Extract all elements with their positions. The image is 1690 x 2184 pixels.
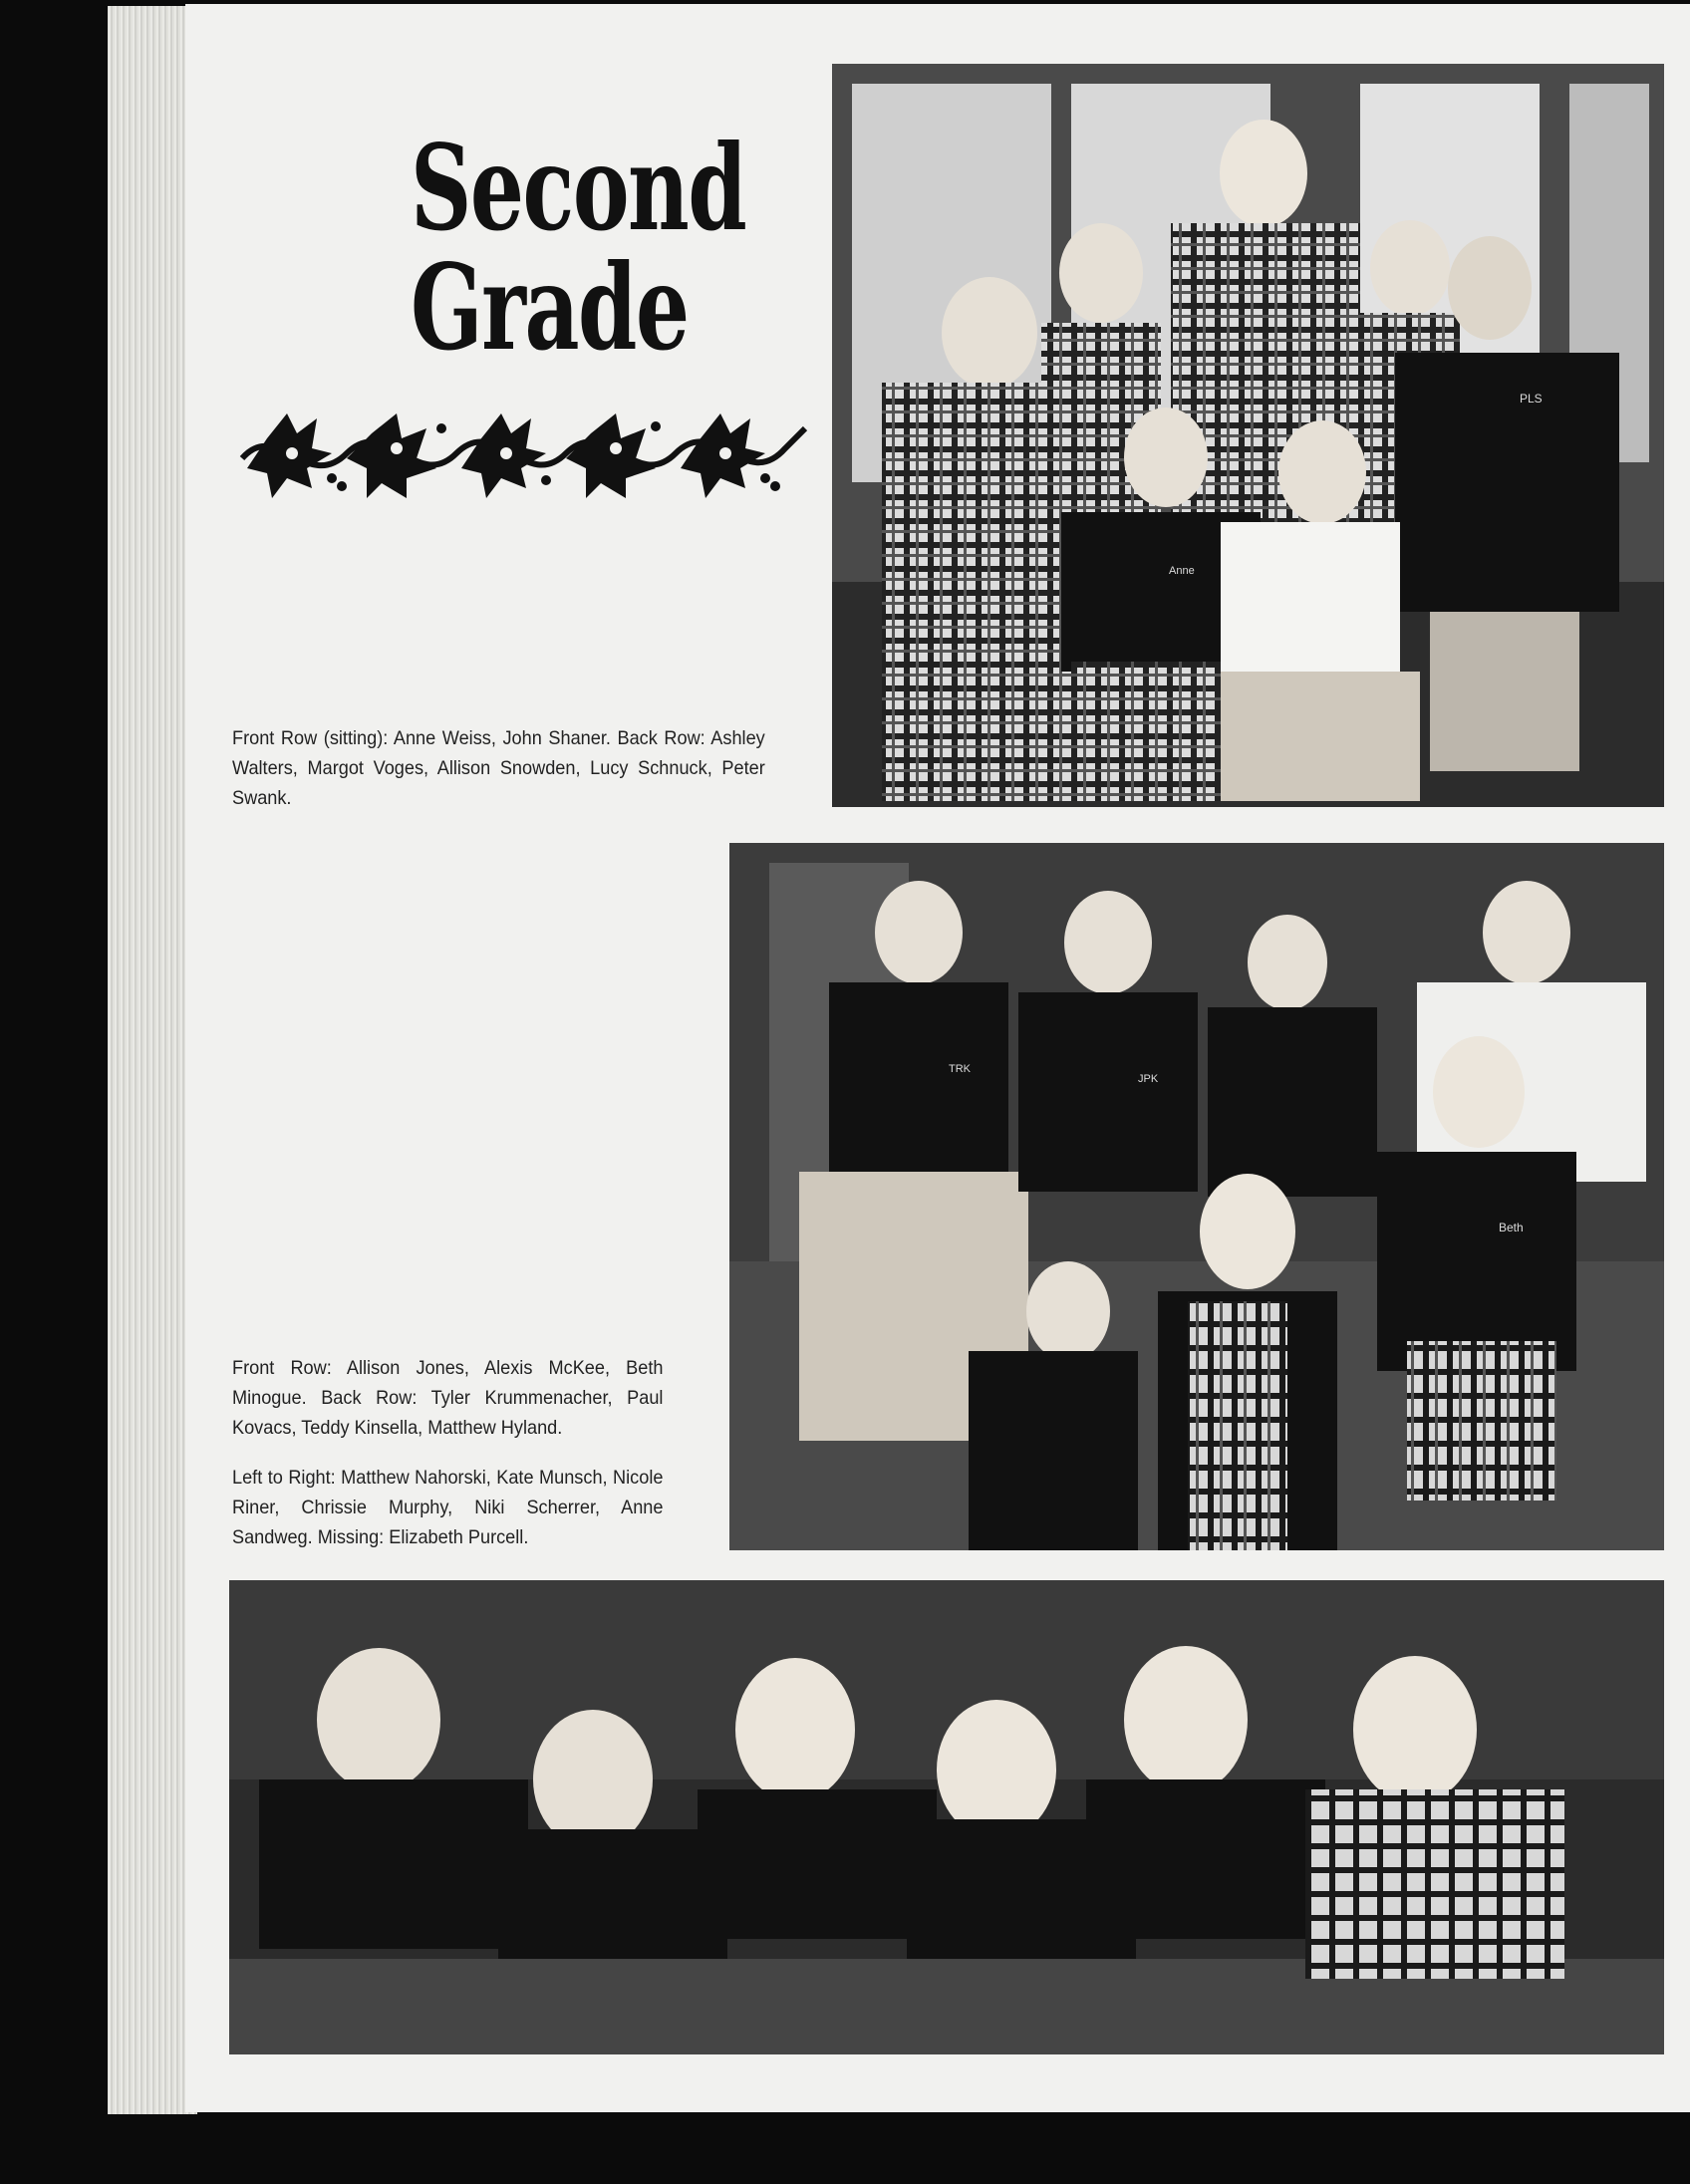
ivy-ornament-icon	[237, 399, 810, 508]
photo-1-caption: Front Row (sitting): Anne Weiss, John Shaner. Back Row: Ashley Walters, Margot Voges, Allison Snowden, Lucy Schnuck, Peter Swank.	[232, 727, 765, 809]
sweater-initials-3: TRK	[949, 1063, 971, 1075]
page-title-line2: Grade	[411, 238, 689, 377]
book-page-edges	[108, 6, 197, 2114]
photo-3-caption: Left to Right: Matthew Nahorski, Kate Munsch, Nicole Riner, Chrissie Murphy, Niki Scherrer, Anne Sandweg. Missing: Elizabeth Purcell.	[232, 1467, 664, 1548]
sweater-initials-5: Beth	[1499, 1221, 1524, 1234]
sweater-initials-2: Anne	[1169, 565, 1195, 577]
class-photo-3	[229, 1580, 1664, 2054]
class-photo-2	[729, 843, 1664, 1550]
photo-2-caption: Front Row: Allison Jones, Alexis McKee, Beth Minogue. Back Row: Tyler Krummenacher, Paul Kovacs, Teddy Kinsella, Matthew Hyland.	[232, 1357, 664, 1439]
class-photo-1	[832, 64, 1664, 807]
page-title-line1: Second	[411, 119, 746, 257]
sweater-initials-4: JPK	[1138, 1073, 1159, 1085]
sweater-initials-1: PLS	[1520, 392, 1543, 406]
